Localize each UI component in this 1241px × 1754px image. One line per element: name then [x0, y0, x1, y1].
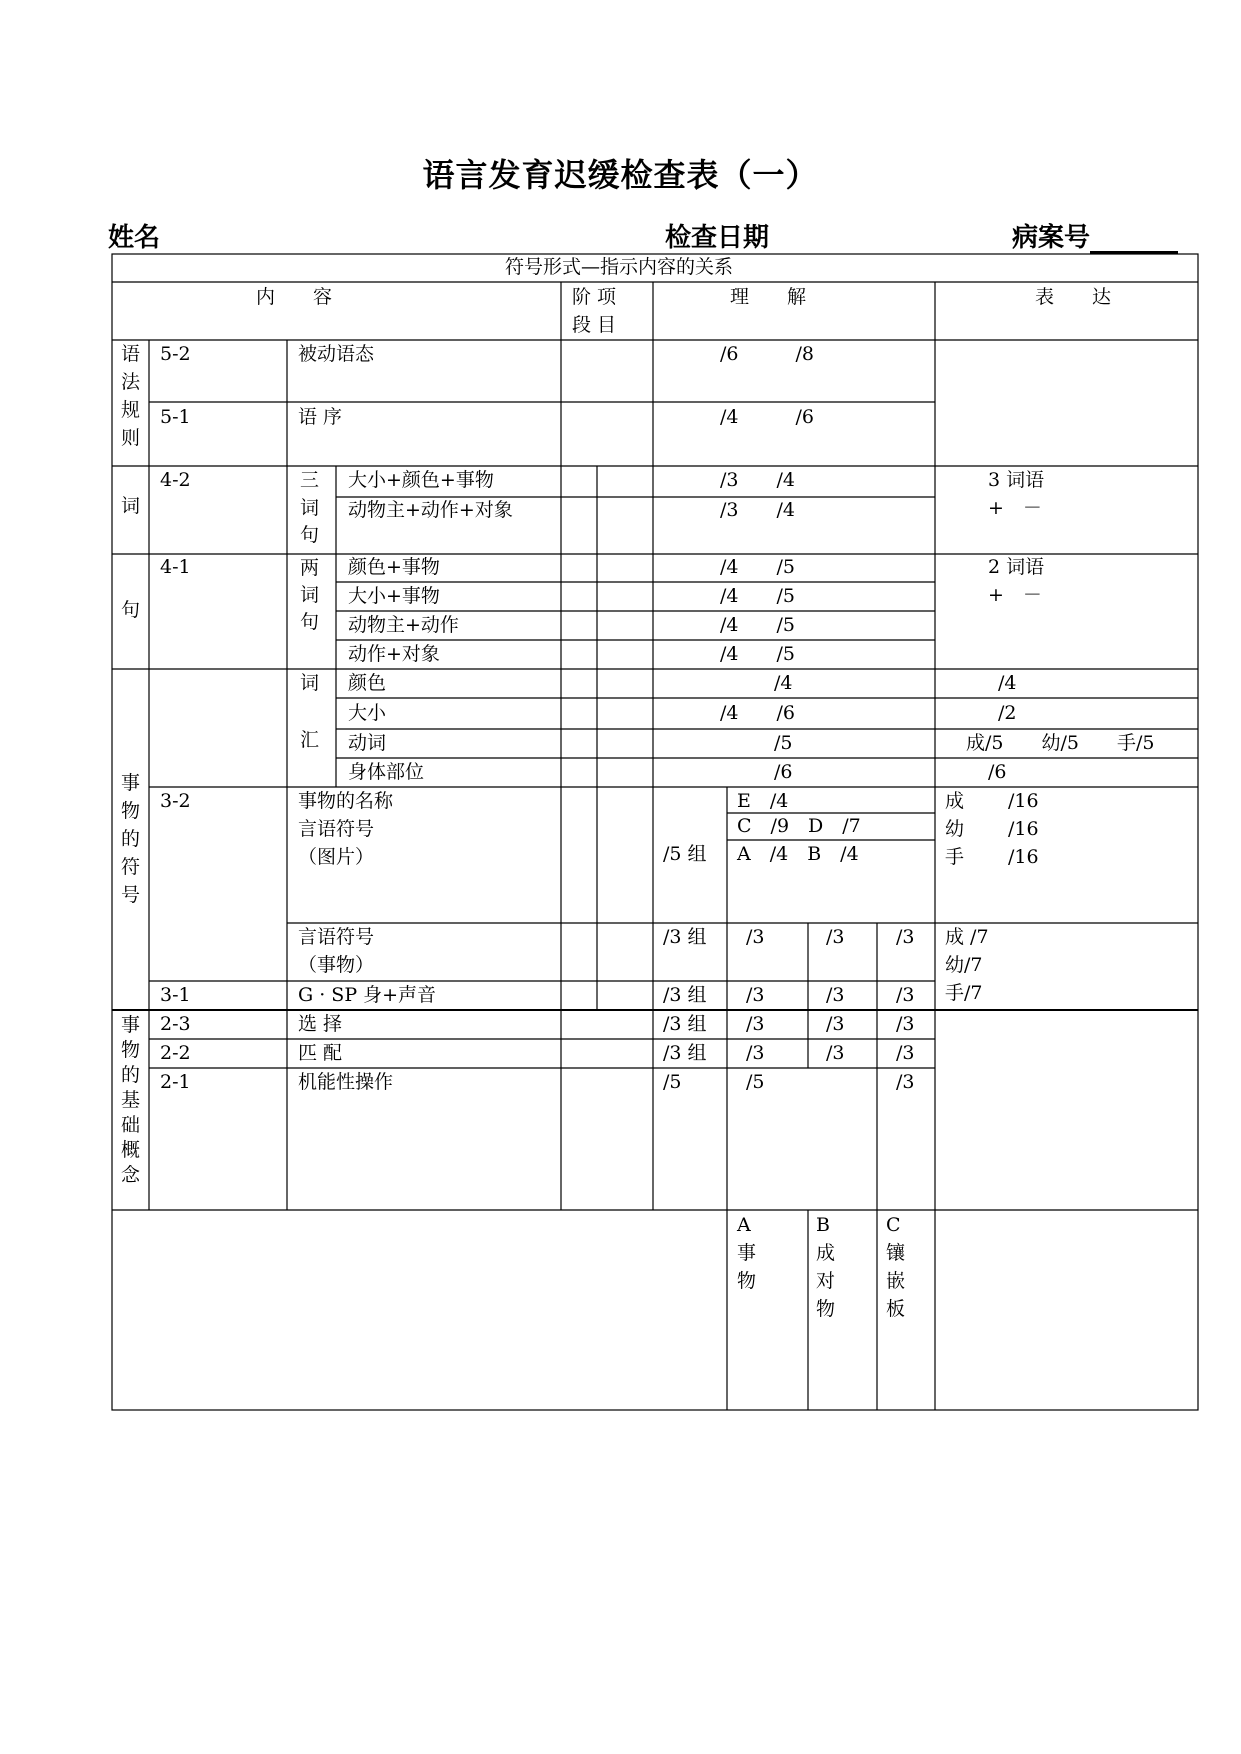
vocab-body: 身体部位 — [348, 761, 425, 783]
legend-c-4: 板 — [886, 1298, 906, 1320]
item-4-1-d: 动作+对象 — [348, 643, 440, 665]
vocab-label-2: 汇 — [300, 729, 320, 751]
group-3-2: /5 组 — [663, 843, 707, 865]
stage-2-1: 2-1 — [160, 1071, 191, 1093]
vocab-score-body: /6 — [774, 761, 793, 783]
name-label: 姓名 — [108, 223, 161, 253]
item-3-2-b: 言语符号 — [298, 818, 375, 840]
legend-a-2: 事 — [737, 1242, 757, 1264]
group-3word-3: 句 — [300, 524, 320, 546]
group-2-2: /3 组 — [663, 1042, 707, 1064]
sentence-cat-bottom: 句 — [121, 599, 141, 621]
legend-b-1: B — [816, 1214, 830, 1236]
score-2-1-left: /5 — [663, 1071, 682, 1093]
express-hand-label: 手 — [945, 846, 965, 868]
score-2-1-mid: /5 — [746, 1071, 765, 1093]
col-express: 表 达 — [1035, 286, 1112, 308]
group-3-1: /3 组 — [663, 984, 707, 1006]
item-3-2b-b: （事物） — [298, 954, 375, 976]
item-3-2b-a: 言语符号 — [298, 926, 375, 948]
score-ab: A /4 B /4 — [737, 843, 859, 865]
score-2-2-a: /3 — [746, 1042, 765, 1064]
express-hand-score: /16 — [1008, 846, 1039, 868]
stage-4-1: 4-1 — [160, 556, 191, 578]
vocab-score-size: /4 /6 — [720, 702, 795, 724]
item-word-order: 语 序 — [298, 406, 343, 428]
case-number-text: 病案号 — [1012, 223, 1091, 253]
group-3-2b: /3 组 — [663, 926, 707, 948]
sentence-cat-top: 词 — [121, 495, 141, 517]
grammar-cat-4: 则 — [121, 427, 141, 449]
express-adult-label: 成 — [945, 790, 965, 812]
col-stage-1: 阶 项 — [572, 286, 617, 308]
score-3-2b-b: /3 — [826, 926, 845, 948]
item-4-2-a: 大小+颜色+事物 — [348, 469, 494, 491]
express-3-2b-hand: 手/7 — [945, 982, 983, 1004]
item-passive: 被动语态 — [298, 343, 375, 365]
score-3-1-a: /3 — [746, 984, 765, 1006]
date-label: 检查日期 — [665, 223, 770, 253]
score-5-2: /6 /8 — [720, 343, 814, 365]
express-3word-pm: + － — [988, 497, 1042, 519]
group-2word-1: 两 — [300, 557, 320, 579]
score-3-2b-c: /3 — [896, 926, 915, 948]
table-caption: 符号形式—指示内容的关系 — [505, 256, 734, 278]
item-4-2-b: 动物主+动作+对象 — [348, 499, 513, 521]
item-choose: 选 择 — [298, 1013, 343, 1035]
col-understand: 理 解 — [730, 286, 807, 308]
item-3-1: G · SP 身+声音 — [298, 984, 437, 1006]
legend-c-3: 嵌 — [886, 1270, 906, 1292]
vocab-express-color: /4 — [998, 672, 1017, 694]
item-3-2-c: （图片） — [298, 846, 375, 868]
group-2-3: /3 组 — [663, 1013, 707, 1035]
vocab-size: 大小 — [348, 702, 387, 724]
symbol-cat-2: 物 — [121, 800, 141, 822]
score-4-1-b: /4 /5 — [720, 585, 795, 607]
vocab-express-body: /6 — [988, 761, 1007, 783]
group-3word-2: 词 — [300, 497, 320, 519]
page-title: 语言发育迟缓检查表（一） — [422, 156, 819, 194]
legend-b-2: 成 — [816, 1242, 836, 1264]
item-4-1-c: 动物主+动作 — [348, 614, 459, 636]
basic-cat-4: 基 — [121, 1089, 141, 1111]
express-adult-score: /16 — [1008, 790, 1039, 812]
score-e: E /4 — [737, 790, 789, 812]
vocab-express-size: /2 — [998, 702, 1017, 724]
item-4-1-a: 颜色+事物 — [348, 556, 440, 578]
score-4-1-a: /4 /5 — [720, 556, 795, 578]
basic-cat-2: 物 — [121, 1039, 141, 1061]
col-content: 内 容 — [256, 286, 333, 308]
vocab-score-color: /4 — [774, 672, 793, 694]
item-functional: 机能性操作 — [298, 1071, 394, 1093]
grammar-cat-1: 语 — [121, 343, 141, 365]
group-2word-3: 句 — [300, 611, 320, 633]
symbol-cat-1: 事 — [121, 772, 141, 794]
legend-c-1: C — [886, 1214, 901, 1236]
score-2-3-b: /3 — [826, 1013, 845, 1035]
score-2-1-right: /3 — [896, 1071, 915, 1093]
express-2word-pm: + － — [988, 584, 1042, 606]
group-3word-1: 三 — [300, 469, 320, 491]
express-3-2b-adult: 成 /7 — [945, 926, 989, 948]
stage-2-2: 2-2 — [160, 1042, 191, 1064]
score-4-1-d: /4 /5 — [720, 643, 795, 665]
score-2-2-c: /3 — [896, 1042, 915, 1064]
express-3-2b-child: 幼/7 — [945, 954, 983, 976]
item-3-2-a: 事物的名称 — [298, 790, 394, 812]
stage-2-3: 2-3 — [160, 1013, 191, 1035]
basic-cat-6: 概 — [121, 1139, 141, 1161]
score-4-2-a: /3 /4 — [720, 469, 795, 491]
express-child-score: /16 — [1008, 818, 1039, 840]
score-4-1-c: /4 /5 — [720, 614, 795, 636]
vocab-label-1: 词 — [300, 672, 320, 694]
grammar-cat-2: 法 — [121, 371, 141, 393]
stage-3-2: 3-2 — [160, 790, 191, 812]
grammar-cat-3: 规 — [121, 399, 141, 421]
legend-b-4: 物 — [816, 1298, 836, 1320]
score-2-2-b: /3 — [826, 1042, 845, 1064]
score-2-3-c: /3 — [896, 1013, 915, 1035]
vocab-express-verb: 成/5 幼/5 手/5 — [966, 732, 1155, 754]
score-3-2b-a: /3 — [746, 926, 765, 948]
group-2word-2: 词 — [300, 584, 320, 606]
basic-cat-3: 的 — [121, 1064, 141, 1086]
stage-5-1: 5-1 — [160, 406, 191, 428]
legend-b-3: 对 — [816, 1270, 836, 1292]
basic-cat-7: 念 — [121, 1164, 141, 1186]
stage-4-2: 4-2 — [160, 469, 191, 491]
col-stage-2: 段 目 — [572, 314, 617, 336]
score-4-2-b: /3 /4 — [720, 499, 795, 521]
stage-5-2: 5-2 — [160, 343, 191, 365]
stage-3-1: 3-1 — [160, 984, 191, 1006]
basic-cat-5: 础 — [121, 1114, 141, 1136]
express-2word: 2 词语 — [988, 556, 1045, 578]
vocab-verb: 动词 — [348, 732, 387, 754]
score-3-1-c: /3 — [896, 984, 915, 1006]
symbol-cat-5: 号 — [121, 884, 141, 906]
item-4-1-b: 大小+事物 — [348, 585, 440, 607]
express-child-label: 幼 — [945, 818, 965, 840]
vocab-color: 颜色 — [348, 672, 387, 694]
legend-a-1: A — [737, 1214, 751, 1236]
legend-c-2: 镶 — [886, 1242, 906, 1264]
item-match: 匹 配 — [298, 1042, 343, 1064]
basic-cat-1: 事 — [121, 1014, 141, 1036]
legend-a-3: 物 — [737, 1270, 757, 1292]
score-cd: C /9 D /7 — [737, 815, 861, 837]
score-5-1: /4 /6 — [720, 406, 814, 428]
score-2-3-a: /3 — [746, 1013, 765, 1035]
score-3-1-b: /3 — [826, 984, 845, 1006]
symbol-cat-4: 符 — [121, 856, 141, 878]
express-3word: 3 词语 — [988, 469, 1045, 491]
vocab-score-verb: /5 — [774, 732, 793, 754]
symbol-cat-3: 的 — [121, 828, 141, 850]
